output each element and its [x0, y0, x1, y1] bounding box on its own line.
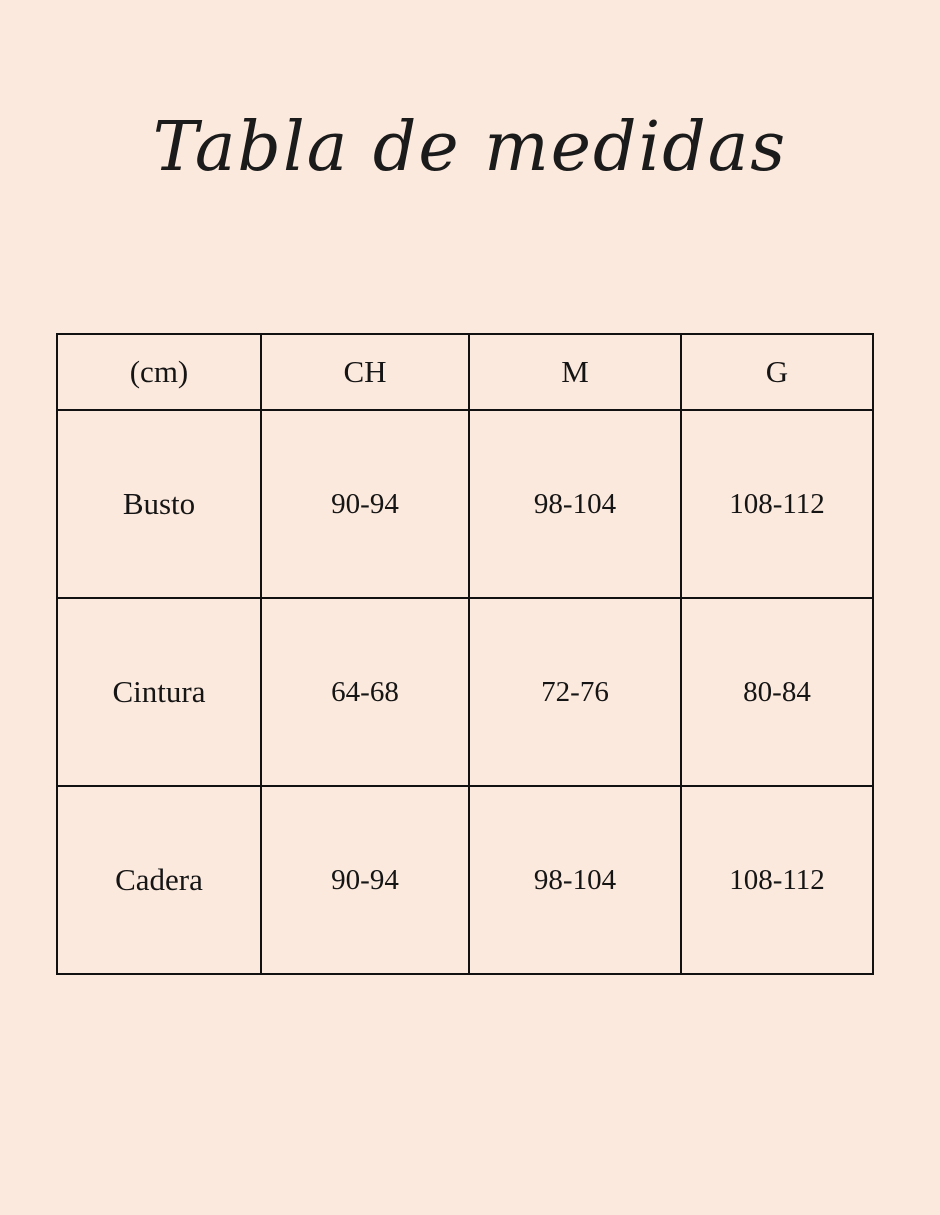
cell-busto-g: 108-112	[681, 410, 873, 598]
table-row	[57, 786, 873, 974]
measurements-table-container	[56, 333, 872, 975]
column-header-m: M	[469, 334, 681, 410]
measurements-table	[56, 333, 874, 975]
cell-cintura-g: 80-84	[681, 598, 873, 786]
table-body	[57, 410, 873, 974]
cell-cadera-ch: 90-94	[261, 786, 469, 974]
row-label-cadera: Cadera	[57, 786, 261, 974]
table-header-row	[57, 334, 873, 410]
table-row	[57, 598, 873, 786]
column-header-unit: (cm)	[57, 334, 261, 410]
cell-busto-m: 98-104	[469, 410, 681, 598]
column-header-ch: CH	[261, 334, 469, 410]
cell-busto-ch: 90-94	[261, 410, 469, 598]
page-title: Tabla de medidas	[152, 108, 788, 187]
row-label-busto: Busto	[57, 410, 261, 598]
table-row	[57, 410, 873, 598]
table-header	[57, 334, 873, 410]
cell-cadera-m: 98-104	[469, 786, 681, 974]
column-header-g: G	[681, 334, 873, 410]
row-label-cintura: Cintura	[57, 598, 261, 786]
cell-cintura-ch: 64-68	[261, 598, 469, 786]
cell-cadera-g: 108-112	[681, 786, 873, 974]
cell-cintura-m: 72-76	[469, 598, 681, 786]
